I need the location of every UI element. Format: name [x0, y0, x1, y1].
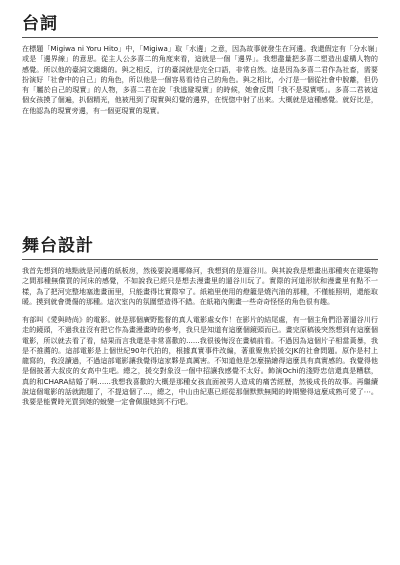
paragraph: 我首先想到的地點就是河邊的紙板房，然後要說選哪條河，我想到的是遛谷川。與其說我是想畫出那種夾在建築物之間那種無償買的河床的感覺，不如說我已經只是想去漫畫里的遛谷川玩了。實際的河道形狀和漫畫里有點不一樣，為了把河完整地塞進畫面里，只能畫得比實際窄了。紙箱里使用的燈籠是燒汽油的那種，不僅能照明，還能取暖。摸到就會燙傷的那種。這次室內的氛圍塑造得不錯。在紙箱內側畫一些奇奇怪怪的角色很有趣。: [22, 266, 378, 306]
paragraph: 在標題「Migiwa ni Yoru Hito」中，「Migiwa」取「水邊」之意，因為故事就發生在河邊。我還假定有「分水嶺」或是「邊界線」的意思。從主人公多喜二的角度來看，這就是一個「邊界」。我想盡量把多喜二塑造出虛構人物的感覺。所以他的臺詞文縐縐的。與之相反，汀的臺詞就是完全口語，非常自然。這是因為多喜二君作為社畜，需要扮演好「社會中的自己」的角色，所以他是一個容易看待自己的角色。與之相比，小汀是一個從社會中脫離，但仍有「屬於自己的現實」的人物，多喜二君在說「我逃避現實」的時候，她會反問「我不是現實嗎」。多喜二君被這個女孩摸了個遍，扒個精光，他被甩到了現實與幻覺的邊界，在恍惚中射了出來。大概就是這種感覺。就好比是，在他認為的現實旁邊，有一個更現實的現實。: [22, 44, 378, 115]
paragraph: 有部叫《愛與時尚》的電影。就是那個廣野監督的真人電影處女作！在影片的結尾處，有一個主角們沿著遛谷川行走的鏡頭，不過我並沒有把它作為畫漫畫時的參考，我只是知道有這麼個鏡頭而已。畫完原稿後突然想到有這麼個電影，所以就去看了看，結果而言我還是非常喜歡的......我很後悔沒在畫稿前看。不過因為這個片子相當黃暴，我是不推薦的。這部電影是上個世紀90年代拍的，根據真實事件改編，著重聚焦於援交JK的社會問題。原作是村上龍寫的，我沒讀過，不過這部電影讓我覺得這家夥是真厲害。不知道他是怎麼描繪得這麼具有真實感的。我覺得他是個披著大叔皮的女高中生吧。總之，援交對象沒一個中招讓我感覺不太好。飾演Ochi的淺野忠信還真是糟糕，真的和CHARA結婚了啊......我想我喜歡的大概是那種女孩直面被男人造成的痛苦經歷，然後成長的故事。再繼續說這個電影的話就跑題了，不提這個了...，總之，中山由紀惠已經從那個默默無聞的時期變得這麼成熟可愛了⋯。我要是能賣時光買到她的蛻變一定會佩服她到不行吧。: [22, 315, 378, 406]
section-title: 台詞: [22, 14, 378, 38]
section-title: 舞台設計: [22, 236, 378, 260]
section-lines: [22, 14, 378, 232]
section-stage: [22, 236, 378, 407]
